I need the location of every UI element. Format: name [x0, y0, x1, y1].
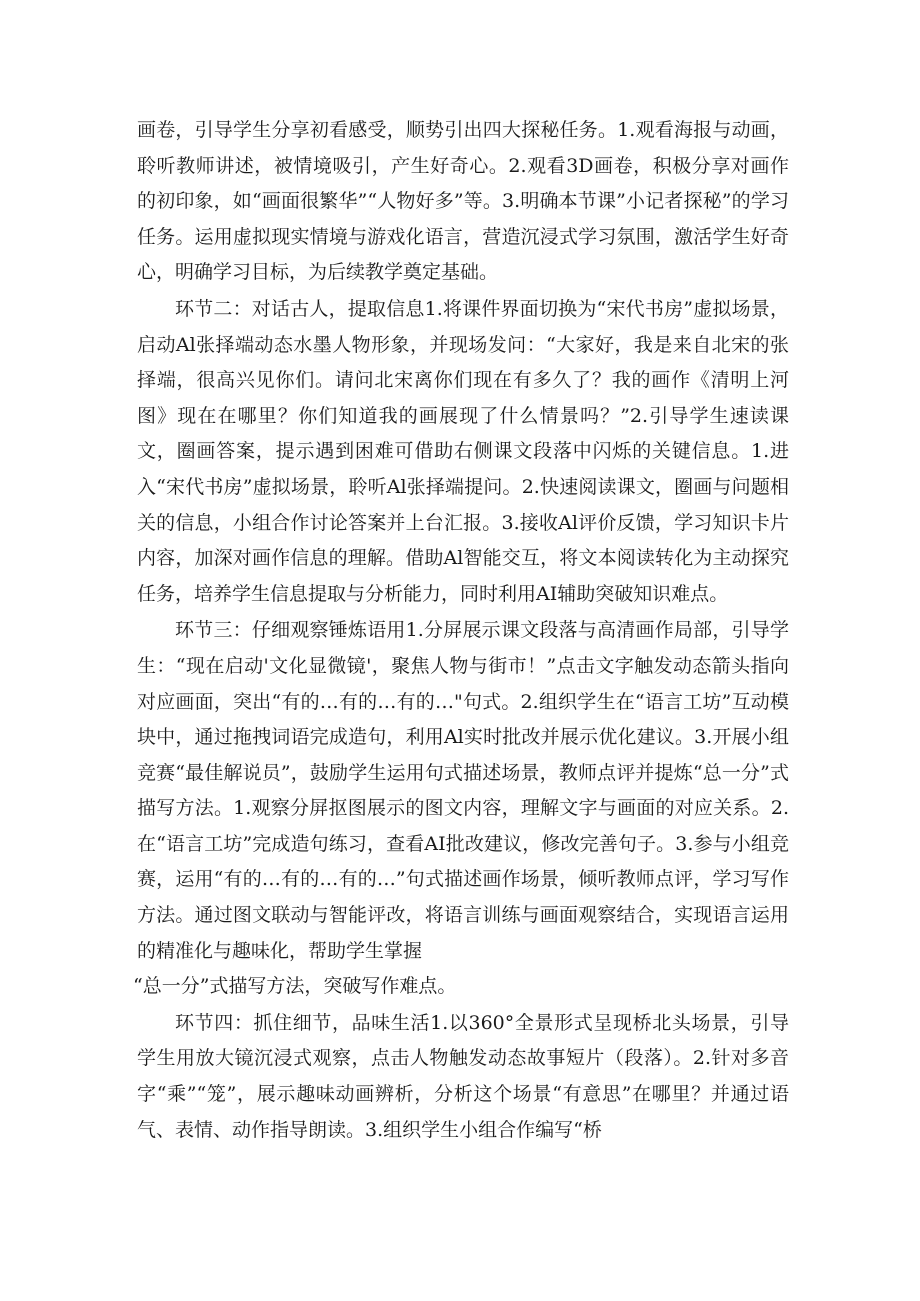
document-body — [133, 113, 789, 1148]
paragraph-stage-four: 环节四：抓住细节，品味生活1.以360°全景形式呈现桥北头场景，引导学生用放大镜沉浸式观察，点击人物触发动态故事短片（段落）。2.针对多音字“乘”“笼”，展示趣味动画辨析，分析这个场景“有意思”在哪里？并通过语气、表情、动作指导朗读。3.组织学生小组合作编写“桥 — [137, 1011, 789, 1141]
paragraph-intro-continued: 画卷，引导学生分享初看感受，顺势引出四大探秘任务。1.观看海报与动画，聆听教师讲述，被情境吸引，产生好奇心。2.观看3D画卷，积极分享对画作的初印象，如“画面很繁华”“人物好多”等。3.明确本节课”小记者探秘”的学习任务。运用虚拟现实情境与游戏化语言，营造沉浸式学习氛围，激活学生好奇心，明确学习目标，为后续教学奠定基础。 — [137, 119, 789, 284]
paragraph-stage-two: 环节二：对话古人，提取信息1.将课件界面切换为“宋代书房”虚拟场景，启动Al张择端动态水墨人物形象，并现场发问：“大家好，我是来自北宋的张择端，很高兴见你们。请问北宋离你们现在有多久了？我的画作《清明上河图》现在在哪里？你们知道我的画展现了什么情景吗？”2.引导学生速读课文，圈画答案，提示遇到困难可借助右侧课文段落中闪烁的关键信息。1.进入“宋代书房”虚拟场景，聆听Al张择端提问。2.快速阅读课文，圈画与问题相关的信息，小组合作讨论答案并上台汇报。3.接收Al评价反馈，学习知识卡片内容，加深对画作信息的理解。借助Al智能交互，将文本阅读转化为主动探究任务，培养学生信息提取与分析能力，同时利用AI辅助突破知识难点。 — [137, 297, 789, 605]
paragraph-stage-three-tail: “总一分”式描写方法，突破写作难点。 — [133, 975, 457, 998]
paragraph-stage-three: 环节三：仔细观察锤炼语用1.分屏展示课文段落与高清画作局部，引导学生：“现在启动'文化显微镜'，聚焦人物与街市！”点击文字触发动态箭头指向对应画面，突出“有的…有的…有的…"句式。2.组织学生在“语言工坊”互动模块中，通过拖拽词语完成造句，利用Al实时批改并展示优化建议。3.开展小组竞赛“最佳解说员”，鼓励学生运用句式描述场景，教师点评并提炼“总一分”式描写方法。1.观察分屏抠图展示的图文内容，理解文字与画面的对应关系。2.在“语言工坊”完成造句练习，查看AI批改建议，修改完善句子。3.参与小组竞赛，运用“有的…有的…有的…”句式描述画作场景，倾听教师点评，学习写作方法。通过图文联动与智能评改，将语言训练与画面观察结合，实现语言运用的精准化与趣味化，帮助学生掌握 — [137, 619, 789, 962]
